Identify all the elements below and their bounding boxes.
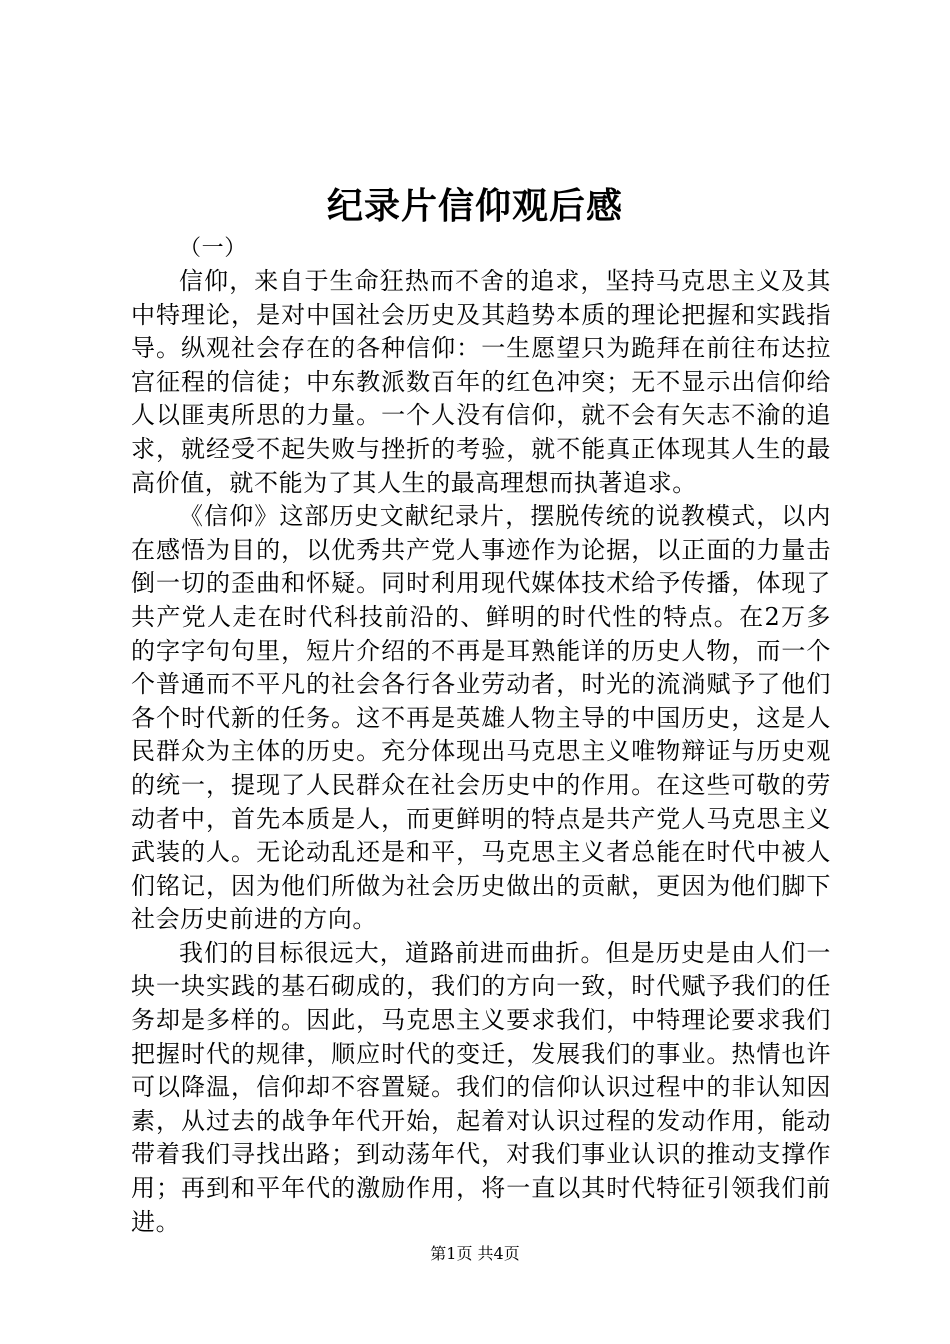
section-marker: （一）	[179, 236, 247, 261]
document-title: 纪录片信仰观后感	[326, 185, 623, 227]
page-footer: 第1页 共4页	[430, 1244, 520, 1263]
paragraph-2: 《信仰》这部历史文献纪录片，摆脱传统的说教模式，以内在感悟为目的，以优秀共产党人事迹作为论据，以正面的力量击倒一切的歪曲和怀疑。同时利用现代媒体技术给予传播，体现了共产党人走在时代科技前沿的、鲜明的时代性的特点。在2万多的字字句句里，短片介绍的不再是耳熟能详的历史人物，而一个个普通而不平凡的社会各行各业劳动者，时光的流淌赋予了他们各个时代新的任务。这不再是英雄人物主导的中国历史，这是人民群众为主体的历史。充分体现出马克思主义唯物辩证与历史观的统一，提现了人民群众在社会历史中的作用。在这些可敬的劳动者中，首先本质是人，而更鲜明的特点是共产党人马克思主义武装的人。无论动乱还是和平，马克思主义者总能在时代中被人们铭记，因为他们所做为社会历史做出的贡献，更因为他们脚下社会历史前进的方向。	[131, 502, 831, 934]
paragraph-3: 我们的目标很远大，道路前进而曲折。但是历史是由人们一块一块实践的基石砌成的，我们的方向一致，时代赋予我们的任务却是多样的。因此，马克思主义要求我们，中特理论要求我们把握时代的规律，顺应时代的变迁，发展我们的事业。热情也许可以降温，信仰却不容置疑。我们的信仰认识过程中的非认知因素，从过去的战争年代开始，起着对认识过程的发动作用，能动带着我们寻找出路；到动荡年代，对我们事业认识的推动支撑作用；再到和平年代的激励作用，将一直以其时代特征引领我们前进。	[131, 938, 831, 1236]
paragraph-1: 信仰，来自于生命狂热而不舍的追求，坚持马克思主义及其中特理论，是对中国社会历史及其趋势本质的理论把握和实践指导。纵观社会存在的各种信仰：一生愿望只为跪拜在前往布达拉宫征程的信徒；中东教派数百年的红色冲突；无不显示出信仰给人以匪夷所思的力量。一个人没有信仰，就不会有矢志不渝的追求，就经受不起失败与挫折的考验，就不能真正体现其人生的最高价值，就不能为了其人生的最高理想而执著追求。	[131, 267, 831, 497]
document-body	[131, 232, 831, 1239]
